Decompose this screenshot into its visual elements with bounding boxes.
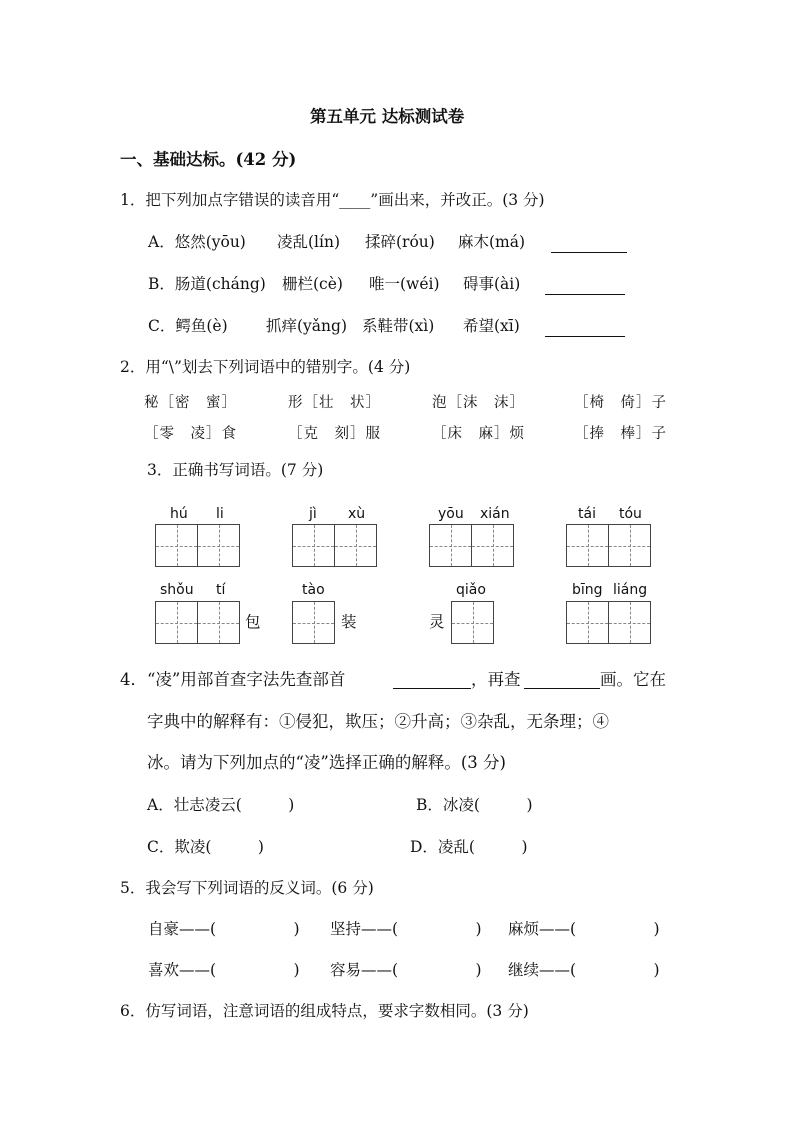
q2-item: 泡［沫 沫］ xyxy=(432,395,525,411)
grid-cell[interactable] xyxy=(155,601,198,644)
q1-option-b-3: 唯一(wéi) xyxy=(369,275,440,293)
question-6: 6．仿写词语，注意词语的组成特点，要求字数相同。(3 分) xyxy=(120,1002,529,1020)
question-2: 2．用“\”划去下列词语中的错别字。(4 分) xyxy=(120,358,411,376)
grid-cell[interactable] xyxy=(155,524,198,567)
grid-cell[interactable] xyxy=(334,524,377,567)
pinyin: yōu xyxy=(438,506,464,522)
grid-cell[interactable] xyxy=(608,601,651,644)
q2-item: ［床 麻］烦 xyxy=(432,426,525,442)
q2-item: ［克 刻］服 xyxy=(288,426,381,442)
pinyin: shǒu xyxy=(160,582,194,598)
q1-option-a-2: 凌乱(lín) xyxy=(277,233,340,251)
grid-cell[interactable] xyxy=(197,601,240,644)
q2-item: ［椅 倚］子 xyxy=(574,395,667,411)
q1-option-a-1: A．悠然(yōu) xyxy=(148,233,246,251)
q1-option-c-4: 希望(xī) xyxy=(463,317,520,335)
q1-option-a-4: 麻木(má) xyxy=(458,233,526,251)
answer-blank[interactable] xyxy=(551,252,627,253)
pinyin: li xyxy=(216,506,224,522)
question-1: 1．把下列加点字错误的读音用“____”画出来，并改正。(3 分) xyxy=(120,191,545,209)
question-4-part3: 画。它在 xyxy=(600,670,666,689)
writing-grid[interactable] xyxy=(292,601,334,644)
writing-grid[interactable] xyxy=(292,524,376,567)
pinyin: hú xyxy=(170,506,188,522)
q5-item: 自豪——( ) xyxy=(148,920,300,938)
grid-cell[interactable] xyxy=(292,601,335,644)
q2-item: ［零 凌］食 xyxy=(144,426,237,442)
answer-blank[interactable] xyxy=(545,294,625,295)
q5-item: 坚持——( ) xyxy=(330,920,482,938)
grid-cell[interactable] xyxy=(471,524,514,567)
question-4-line2: 字典中的解释有：①侵犯，欺压；②升高；③杂乱，无条理；④ xyxy=(147,712,609,731)
question-3: 3．正确书写词语。(7 分) xyxy=(147,461,324,479)
pinyin: jì xyxy=(309,506,317,522)
answer-blank[interactable] xyxy=(393,688,471,689)
q5-item: 麻烦——( ) xyxy=(508,920,660,938)
q1-option-c-3: 系鞋带(xì) xyxy=(362,317,435,335)
question-4-part1: 4．“凌”用部首查字法先查部首 xyxy=(120,670,346,689)
q5-item: 容易——( ) xyxy=(330,961,482,979)
q1-option-c-2: 抓痒(yǎng) xyxy=(266,317,347,335)
writing-grid[interactable] xyxy=(155,601,239,644)
pinyin: liáng xyxy=(613,582,648,598)
pinyin: xián xyxy=(480,506,510,522)
pinyin: tóu xyxy=(619,506,642,522)
grid-cell[interactable] xyxy=(292,524,335,567)
q1-option-b-2: 栅栏(cè) xyxy=(282,275,343,293)
question-4-part2: ，再查 xyxy=(471,670,521,689)
page-title: 第五单元 达标测试卷 xyxy=(310,107,465,126)
writing-grid[interactable] xyxy=(566,524,650,567)
grid-prefix-char: 灵 xyxy=(429,613,445,631)
question-5: 5．我会写下列词语的反义词。(6 分) xyxy=(120,879,374,897)
q4-option-a: A．壮志凌云( ) xyxy=(147,796,295,814)
pinyin: tái xyxy=(578,506,596,522)
grid-suffix-char: 装 xyxy=(341,613,357,631)
section-heading: 一、基础达标。(42 分) xyxy=(120,150,297,169)
grid-cell[interactable] xyxy=(566,524,609,567)
pinyin: bīng xyxy=(572,582,603,598)
writing-grid[interactable] xyxy=(451,601,493,644)
grid-cell[interactable] xyxy=(197,524,240,567)
answer-blank[interactable] xyxy=(524,688,600,689)
pinyin: xù xyxy=(348,506,366,522)
q2-item: 秘［密 蜜］ xyxy=(144,395,237,411)
writing-grid[interactable] xyxy=(429,524,513,567)
grid-suffix-char: 包 xyxy=(245,613,261,631)
q1-option-b-4: 碍事(ài) xyxy=(463,275,521,293)
pinyin: qiǎo xyxy=(456,582,486,598)
writing-grid[interactable] xyxy=(155,524,239,567)
answer-blank[interactable] xyxy=(545,336,625,337)
q2-item: 形［壮 状］ xyxy=(288,395,381,411)
q1-option-c-1: C．鳄鱼(è) xyxy=(148,317,228,335)
grid-cell[interactable] xyxy=(429,524,472,567)
q4-option-b: B．冰凌( ) xyxy=(416,796,533,814)
grid-cell[interactable] xyxy=(566,601,609,644)
question-4-line3: 冰。请为下列加点的“凌”选择正确的解释。(3 分) xyxy=(147,753,506,772)
grid-cell[interactable] xyxy=(451,601,494,644)
q1-option-a-3: 揉碎(róu) xyxy=(365,233,435,251)
q4-option-c: C．欺凌( ) xyxy=(147,838,264,856)
q5-item: 继续——( ) xyxy=(508,961,660,979)
q2-item: ［捧 棒］子 xyxy=(574,426,667,442)
grid-cell[interactable] xyxy=(608,524,651,567)
q1-option-b-1: B．肠道(cháng) xyxy=(148,275,266,293)
q4-option-d: D．凌乱( ) xyxy=(410,838,528,856)
q5-item: 喜欢——( ) xyxy=(148,961,300,979)
pinyin: tí xyxy=(216,582,226,598)
pinyin: tào xyxy=(302,582,325,598)
writing-grid[interactable] xyxy=(566,601,650,644)
